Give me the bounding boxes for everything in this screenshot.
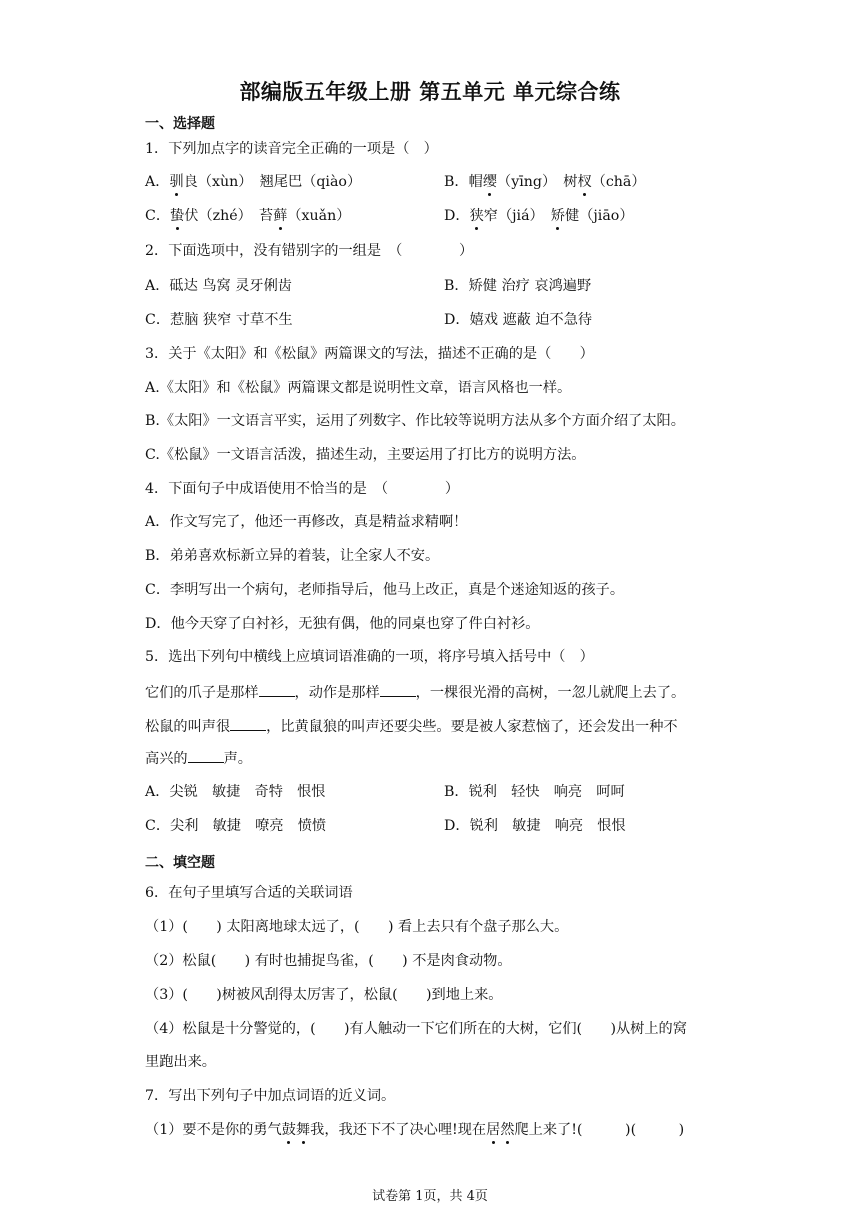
- question-4-option-d: D．他今天穿了白衬衫，无独有偶，他的同桌也穿了件白衬衫。: [145, 616, 540, 632]
- question-3-option-a: A.《太阳》和《松鼠》两篇课文都是说明性文章，语言风格也一样。: [145, 380, 572, 396]
- question-5-option-b: B．锐利 轻快 响亮 呵呵: [444, 784, 625, 800]
- question-1-option-b: B．帽缨（yīng） 树杈（chā）: [444, 174, 646, 190]
- question-4-option-a: A．作文写完了，他还一再修改，真是精益求精啊！: [145, 514, 468, 530]
- question-6-item-1: （1）( ) 太阳离地球太远了，( ) 看上去只有个盘子那么大。: [145, 919, 569, 935]
- question-2-option-a: A．砥达 鸟窝 灵牙俐齿: [145, 278, 292, 294]
- question-5-stem: 5．选出下列句中横线上应填词语准确的一项，将序号填入括号中（ ）: [145, 649, 594, 665]
- section-heading-fill: 二、填空题: [145, 855, 215, 871]
- question-5-option-d: D．锐利 敏捷 响亮 恨恨: [444, 818, 626, 834]
- question-6-item-2: （2）松鼠( ) 有时也捕捉鸟雀，( ) 不是肉食动物。: [145, 953, 512, 969]
- question-5-passage-line-2: 松鼠的叫声很 ，比黄鼠狼的叫声还要尖些。要是被人家惹恼了，还会发出一种不: [145, 716, 678, 737]
- answer-blank[interactable]: [188, 748, 224, 763]
- question-5-passage-line-1: 它们的爪子是那样 ，动作是那样 ，一棵很光滑的高树，一忽儿就爬上去了。: [145, 682, 685, 703]
- answer-blank[interactable]: [380, 682, 416, 697]
- question-5-option-a: A．尖锐 敏捷 奇特 恨恨: [145, 784, 326, 800]
- page-footer: 试卷第 1页，共 4页: [372, 1189, 488, 1204]
- question-2-option-b: B．矫健 治疗 哀鸿遍野: [444, 278, 592, 294]
- question-4-option-b: B．弟弟喜欢标新立异的着装，让全家人不安。: [145, 548, 440, 564]
- question-1-option-d: D．狭窄（jiá） 矫健（jiāo）: [444, 208, 634, 224]
- question-1-option-c: C．蛰伏（zhé） 苔藓（xuǎn）: [145, 208, 351, 224]
- question-6-stem: 6．在句子里填写合适的关联词语: [145, 885, 353, 901]
- page-title: 部编版五年级上册 第五单元 单元综合练: [239, 80, 621, 104]
- question-7-stem: 7．写出下列句子中加点词语的近义词。: [145, 1088, 396, 1104]
- question-6-item-4: （4）松鼠是十分警觉的，( )有人触动一下它们所在的大树，它们( )从树上的窝: [145, 1021, 687, 1037]
- question-4-option-c: C．李明写出一个病句，老师指导后，他马上改正，真是个迷途知返的孩子。: [145, 582, 625, 598]
- question-4-stem: 4．下面句子中成语使用不恰当的是 （ ）: [145, 481, 460, 497]
- question-3-stem: 3．关于《太阳》和《松鼠》两篇课文的写法，描述不正确的是（ ）: [145, 346, 594, 362]
- section-heading-choice: 一、选择题: [145, 116, 215, 132]
- question-6-item-3: （3）( )树被风刮得太厉害了，松鼠( )到地上来。: [145, 987, 503, 1003]
- question-1-stem: 1．下列加点字的读音完全正确的一项是（ ）: [145, 141, 438, 157]
- question-5-passage-line-3: 高兴的 声。: [145, 748, 252, 769]
- question-2-stem: 2．下面选项中，没有错别字的一组是 （ ）: [145, 243, 474, 259]
- question-2-option-c: C．惹脑 狭窄 寸草不生: [145, 312, 293, 328]
- answer-blank[interactable]: [259, 682, 295, 697]
- answer-blank[interactable]: [230, 716, 266, 731]
- question-2-option-d: D．嬉戏 遮蔽 迫不急待: [444, 312, 593, 328]
- question-3-option-c: C.《松鼠》一文语言活泼，描述生动，主要运用了打比方的说明方法。: [145, 447, 586, 463]
- question-6-item-4-cont: 里跑出来。: [145, 1054, 216, 1070]
- question-3-option-b: B.《太阳》一文语言平实，运用了列数字、作比较等说明方法从多个方面介绍了太阳。: [145, 413, 685, 429]
- question-1-option-a: A．驯良（xùn） 翘尾巴（qiào）: [145, 174, 362, 190]
- question-5-option-c: C．尖利 敏捷 嘹亮 愤愤: [145, 818, 327, 834]
- question-7-item-1: （1）要不是你的勇气鼓舞我，我还下不了决心哩!现在居然爬上来了!( )( ): [145, 1122, 685, 1138]
